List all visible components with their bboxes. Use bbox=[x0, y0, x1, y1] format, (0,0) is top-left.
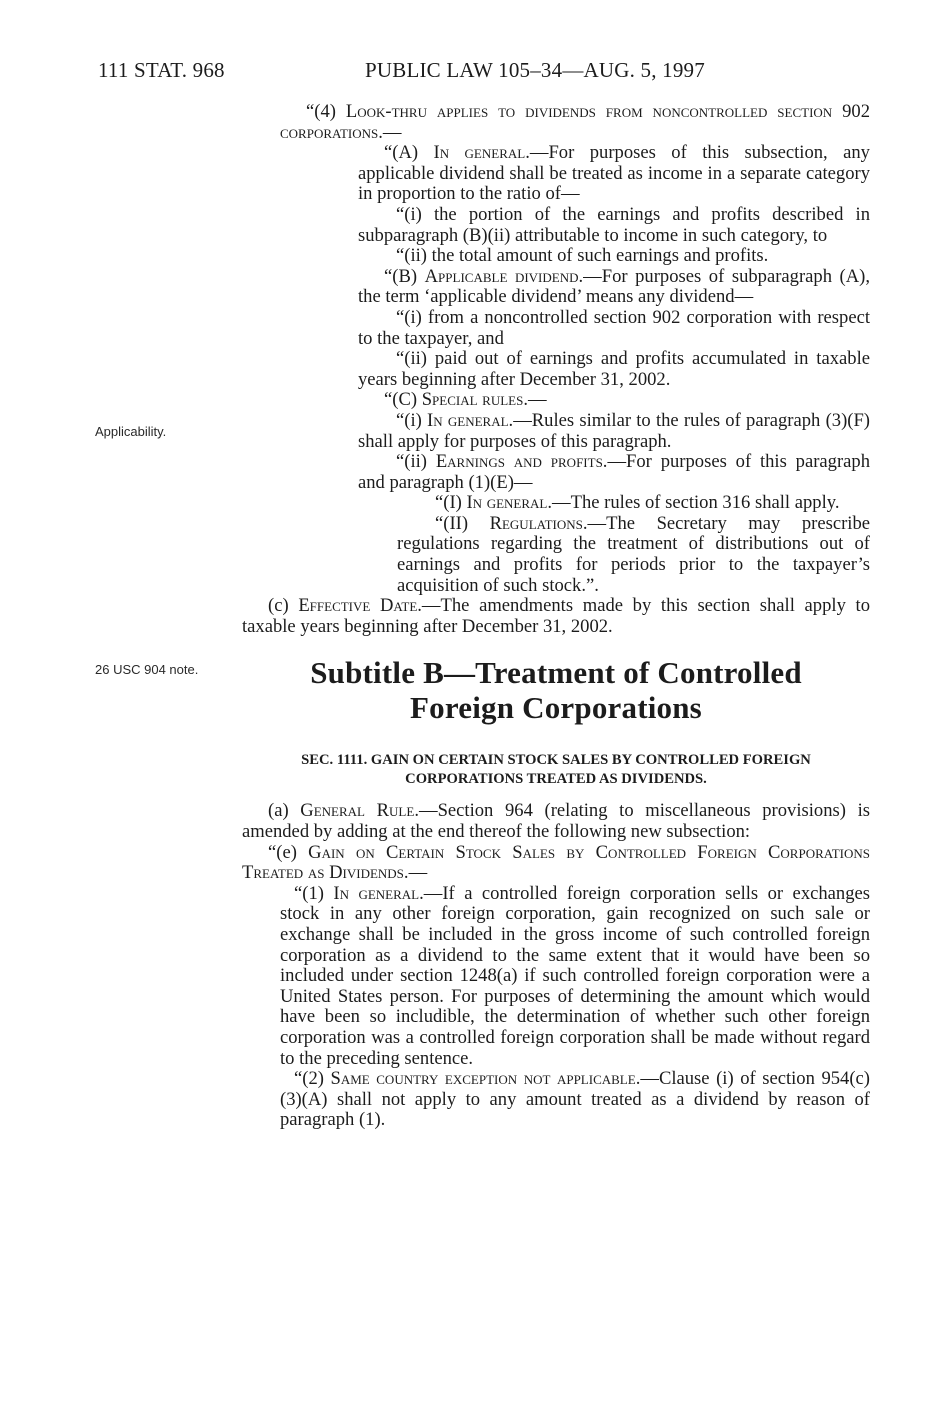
paragraph-lead: “(I) bbox=[435, 492, 467, 514]
paragraph-text: —Clause (i) of section 954(c)(3)(A) shall not apply to any amount treated as a dividend by reason of paragraph (1). bbox=[280, 1068, 870, 1131]
clause-b-i: “(i) from a noncontrolled section 902 corporation with respect to the taxpayer, and bbox=[358, 306, 870, 349]
page-number: 111 STAT. 968 bbox=[98, 58, 225, 82]
paragraph-heading: Look-thru applies to dividends from noncontrolled section 902 corporations. bbox=[280, 101, 870, 143]
paragraph-lead: “(e) bbox=[268, 841, 309, 863]
paragraph-text: — bbox=[408, 862, 428, 884]
margin-note-usc: 26 USC 904 note. bbox=[95, 662, 199, 677]
clause-b-ii: “(ii) paid out of earnings and profits accumulated in taxable years beginning after December 31, 2002. bbox=[358, 348, 870, 390]
paragraph-heading: In general. bbox=[466, 492, 553, 514]
paragraph-lead: “(C) bbox=[384, 389, 422, 411]
paragraph-lead: “(A) bbox=[384, 142, 434, 164]
paragraph-text: —Section 964 (relating to miscellaneous provisions) is amended by adding at the end thereof the following new subsection: bbox=[242, 800, 870, 843]
paragraph-heading: In general. bbox=[333, 882, 424, 904]
subtitle-line-1: Subtitle B—Treatment of Controlled bbox=[310, 655, 802, 691]
paragraph-heading: Gain on Certain Stock Sales by Controlled Foreign Corporations Treated as Dividends. bbox=[242, 841, 870, 884]
paragraph-text: — bbox=[382, 121, 402, 143]
running-head: PUBLIC LAW 105–34—AUG. 5, 1997 bbox=[365, 58, 705, 82]
subtitle-heading bbox=[242, 655, 870, 725]
subsection-a-general-rule bbox=[242, 801, 870, 842]
clause-c-i-in-general bbox=[242, 411, 870, 452]
paragraph-lead: “(B) bbox=[384, 265, 425, 287]
paragraph-heading: General Rule. bbox=[300, 800, 419, 822]
subsection-c-effective-date bbox=[242, 596, 870, 637]
paragraph-heading: In general. bbox=[427, 409, 514, 431]
paragraph-lead: “(1) bbox=[294, 882, 334, 904]
subparagraph-c-special-rules bbox=[242, 390, 870, 411]
paragraph-heading: Same country exception not applicable. bbox=[330, 1068, 641, 1090]
margin-note-applicability: Applicability. bbox=[95, 424, 167, 439]
paragraph-heading: Special rules. bbox=[421, 389, 528, 411]
paragraph-text: —The amendments made by this section shall apply to taxable years beginning after December 31, 2002. bbox=[242, 595, 870, 637]
paragraph-lead: (a) bbox=[268, 800, 301, 822]
paragraph-text: —For purposes of subparagraph (A), the term ‘applicable dividend’ means any dividend— bbox=[358, 265, 871, 308]
paragraph-text: —For purposes of this subsection, any applicable dividend shall be treated as income in a separate category in proportion to the ratio of— bbox=[358, 142, 870, 205]
subclause-ii-regulations bbox=[242, 514, 870, 596]
subclause-i-in-general bbox=[242, 493, 870, 514]
subparagraph-b-applicable-dividend bbox=[242, 267, 870, 308]
clause-a-ii: “(ii) the total amount of such earnings and profits. bbox=[396, 245, 769, 267]
section-heading: SEC. 1111. GAIN ON CERTAIN STOCK SALES BY CONTROLLED FOREIGN CORPORATIONS TREATED AS DIVIDENDS. bbox=[301, 752, 811, 788]
paragraph-lead: “(i) bbox=[396, 409, 428, 431]
paragraph-heading: Regulations. bbox=[489, 512, 588, 534]
subtitle-line-2: Foreign Corporations bbox=[410, 690, 702, 726]
paragraph-lead: “(II) bbox=[435, 512, 490, 534]
paragraph-heading: Applicable dividend. bbox=[424, 265, 584, 287]
paragraph-heading: Effective Date. bbox=[298, 595, 422, 617]
document-body bbox=[242, 102, 870, 1131]
paragraph-lead: “(ii) bbox=[396, 451, 436, 473]
paragraph-heading: Earnings and profits. bbox=[435, 451, 608, 473]
subparagraph-a-in-general bbox=[242, 143, 870, 205]
paragraph-text: —For purposes of this paragraph and paragraph (1)(E)— bbox=[358, 451, 870, 493]
paragraph-1-in-general bbox=[242, 884, 870, 1069]
paragraph-lead: “(4) bbox=[306, 101, 346, 122]
paragraph-text: —The rules of section 316 shall apply. bbox=[552, 492, 840, 514]
paragraph-lead: “(2) bbox=[294, 1068, 331, 1090]
paragraph-text: — bbox=[528, 389, 547, 411]
paragraph-2-same-country-exception bbox=[242, 1069, 870, 1131]
paragraph-text: —Rules similar to the rules of paragraph (3)(F) shall apply for purposes of this paragraph. bbox=[358, 409, 870, 452]
paragraph-text: —If a controlled foreign corporation sells or exchanges stock in any other foreign corporation, gain recognized on such sale or exchange shall be included in the gross income of such controlled foreign corporation as a dividend to the same extent that it would have been so included under section 1248(a) if such controlled foreign corporation were a United States person. For purposes of determining the amount which would have been so includible, the determination of whether such other foreign corporation was a controlled foreign corporation shall be made without regard to the preceding sentence. bbox=[280, 882, 870, 1069]
paragraph-lead: (c) bbox=[268, 595, 299, 617]
paragraph-heading: In general. bbox=[433, 142, 530, 164]
clause-a-i: “(i) the portion of the earnings and profits described in subparagraph (B)(ii) attributable to income in such category, to bbox=[358, 203, 870, 246]
paragraph-text: —The Secretary may prescribe regulations regarding the treatment of distributions out of earnings and profits for periods prior to the taxpayer’s acquisition of such stock.”. bbox=[397, 512, 871, 596]
clause-c-ii-earnings-and-profits bbox=[242, 452, 870, 493]
subsection-e-gain-on-stock-sales bbox=[242, 843, 870, 884]
paragraph-4-look-thru bbox=[242, 102, 870, 143]
